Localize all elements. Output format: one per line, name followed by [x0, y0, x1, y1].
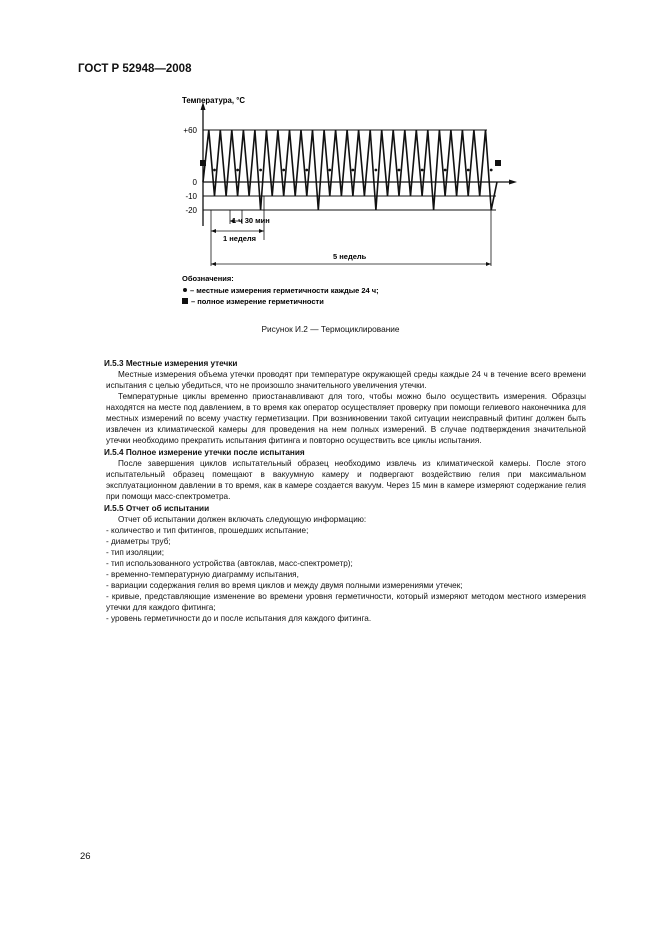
interval-1h30-label: 1 ч 30 мин	[232, 216, 270, 225]
thermocycling-chart	[0, 0, 661, 320]
interval-week-label: 1 неделя	[223, 234, 257, 243]
legend-full-text: – полное измерение герметичности	[191, 297, 324, 306]
local-measurement-marker	[467, 169, 470, 172]
y-tick-plus60: +60	[183, 126, 197, 135]
interval-5weeks-label: 5 недель	[333, 252, 367, 261]
legend-local-marker	[183, 288, 187, 292]
local-measurement-marker	[490, 169, 493, 172]
legend-title: Обозначения:	[182, 274, 234, 283]
x-axis-arrow	[509, 180, 517, 185]
list-item: - вариации содержания гелия во время циклов и между двумя полными измерениями утечек;	[106, 580, 586, 591]
legend-full-marker	[182, 298, 188, 304]
interval-5weeks-arrow-right	[486, 262, 491, 266]
paragraph: Отчет об испытании должен включать следующую информацию:	[118, 515, 367, 524]
y-axis-title: Температура, °С	[182, 96, 245, 105]
paragraph: Температурные циклы временно приостанавливают для того, чтобы можно было осуществить измерения. Образцы находятся на месте под давлением, в то время как оператор осуществляет проверку при помощи гелиевого наконечника для местных измерений по всему участку герметизации. При возникновении такой ситуации неисправный фитинг должен быть извлечен из климатической камеры для проведения на нем полных измерений. В случае подтверждения значительной утечки необходимо прекратить испытания фитинга и повторно осуществить все циклы испытания.	[106, 392, 586, 445]
local-measurement-marker	[328, 169, 331, 172]
y-tick-minus20: -20	[185, 206, 197, 215]
list-item: - количество и тип фитингов, прошедших испытание;	[106, 525, 586, 536]
y-tick-zero: 0	[192, 178, 197, 187]
figure-caption: Рисунок И.2 — Термоциклирование	[261, 324, 400, 334]
local-measurement-markers	[213, 169, 493, 172]
interval-5weeks-arrow-left	[211, 262, 216, 266]
list-item: - кривые, представляющие изменение во времени уровня герметичности, который измеряют методом местного измерения утечки для каждого фитинга;	[106, 591, 586, 613]
list-item: - диаметры труб;	[106, 536, 586, 547]
legend-local-text: – местные измерения герметичности каждые 24 ч;	[190, 286, 379, 295]
temperature-cycle-line	[203, 130, 497, 210]
list-item: - уровень герметичности до и после испытания для каждого фитинга.	[106, 613, 586, 624]
local-measurement-marker	[375, 169, 378, 172]
local-measurement-marker	[444, 169, 447, 172]
document-body	[106, 357, 586, 624]
page-number: 26	[80, 851, 91, 862]
local-measurement-marker	[282, 169, 285, 172]
local-measurement-marker	[236, 169, 239, 172]
section-heading-5-3: И.5.3 Местные измерения утечки	[104, 359, 238, 368]
list-item: - тип использованного устройства (автоклав, масс-спектрометр);	[106, 558, 586, 569]
document-header: ГОСТ Р 52948—2008	[78, 63, 192, 75]
local-measurement-marker	[398, 169, 401, 172]
list-item: - тип изоляции;	[106, 547, 586, 558]
paragraph: Местные измерения объема утечки проводят при температуре окружающей среды каждые 24 ч в течение всего времени испытания с целью убедиться, что не произошло значительного увеличения утечки.	[106, 370, 586, 390]
y-tick-minus10: -10	[185, 192, 197, 201]
interval-week-arrow-left	[211, 229, 216, 233]
list-item: - временно-температурную диаграмму испытания,	[106, 569, 586, 580]
local-measurement-marker	[421, 169, 424, 172]
local-measurement-marker	[305, 169, 308, 172]
paragraph: После завершения циклов испытательный образец необходимо извлечь из климатической камеры. После этого испытательный образец помещают в вакуумную камеру и подвергают воздействию гелия при максимальном эксплуатационном давлении в то время, как в камере создается вакуум. Через 15 мин в камере измеряют содержание гелия при помощи масс-спектрометра.	[106, 459, 586, 501]
full-measurement-marker-start	[200, 160, 206, 166]
local-measurement-marker	[213, 169, 216, 172]
section-heading-5-5: И.5.5 Отчет об испытании	[104, 504, 210, 513]
full-measurement-marker-end	[495, 160, 501, 166]
local-measurement-marker	[259, 169, 262, 172]
local-measurement-marker	[352, 169, 355, 172]
interval-week-arrow-right	[259, 229, 264, 233]
section-heading-5-4: И.5.4 Полное измерение утечки после испытания	[104, 448, 305, 457]
